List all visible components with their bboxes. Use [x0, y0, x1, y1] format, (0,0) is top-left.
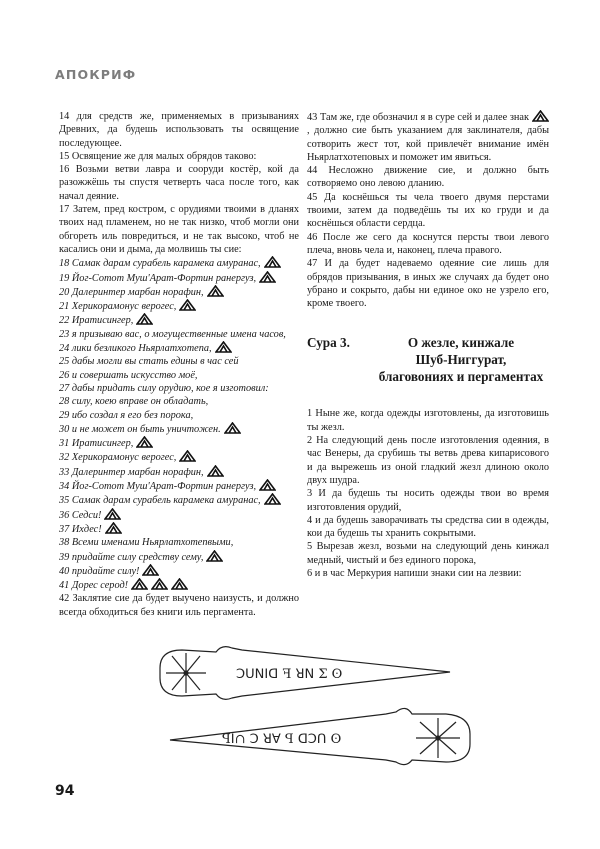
elder-sign-icon: [206, 550, 223, 562]
verse-text: 38 Всеми именами Ньярлатхотепвыми,: [59, 537, 234, 549]
verse-text: 4 и да будешь заворачивать ты средства сии в одежды, кои да будешь ты хранить сокрытыми.: [307, 514, 549, 540]
elder-sign-icon: [264, 256, 281, 268]
verse-text: 19 Йог-Сотот Муш'Арат-Фортин ранергуз,: [59, 272, 257, 284]
verse-text: 6 и в час Меркурия напиши знаки сии на лезвии:: [307, 568, 522, 580]
sigil-star-upper: [166, 653, 206, 693]
verse-text: 18 Самак дарам сурабель карамека амуранас,: [59, 258, 261, 270]
verse-p24: [59, 341, 299, 355]
verse-text: 25 дабы могли вы стать едины в час сей: [59, 356, 239, 368]
verse-p2: [307, 434, 549, 487]
left-column: [59, 110, 299, 619]
verse-p34: [59, 479, 299, 493]
verse-text: 43 Там же, где обозначил я в суре сей и далее знак: [307, 112, 529, 123]
right-column: [307, 110, 549, 580]
elder-sign-icon: [105, 522, 122, 534]
verse-text: 21 Херикорамонус верогес,: [59, 301, 177, 313]
verse-p47: [307, 257, 549, 310]
elder-sign-icon: [104, 508, 121, 520]
blade-lower-inscription: ꟼꓲ∩ ꓛ ꓤꓯ ꟼ ꓷꓛꓵ ʘ: [222, 732, 342, 747]
dagger-sigils-figure: [150, 642, 480, 770]
blade-upper-inscription: ꓛꓴꓠꓲꓷ ꟻ ꓤꓠ Ʃ ʘ: [236, 667, 343, 682]
running-header: АПОКРИФ: [55, 67, 137, 82]
elder-sign-icon: [136, 313, 153, 325]
sura-title-line-2: Шуб-Ниггурат,: [415, 352, 507, 368]
verse-text: 22 Иратисингер,: [59, 315, 134, 327]
verse-text: 45 Да коснёшься ты чела твоего двумя перстами твоими, затем да подведёшь ты их ко груди и да коснёшься области сердца.: [307, 191, 549, 230]
verse-text: 32 Херикорамонус верогес,: [59, 452, 177, 464]
elder-sign-icon: [259, 271, 276, 283]
verse-text: 33 Далеринтер марбан норафин,: [59, 466, 204, 478]
verse-text: 2 На следующий день после изготовления одеяния, в час Венеры, да срубишь ты ветвь древа кипарисового и да вырежешь из оной гладкий жезл длиною около двух шудра.: [307, 435, 549, 486]
verse-text: 15 Освящение же для малых обрядов таково:: [59, 150, 257, 162]
verse-text: 14 для средств же, применяемых в призываниях Древних, да будешь использовать ты освящение последующее.: [59, 111, 299, 149]
verse-p21: [59, 299, 299, 313]
verse-text: 37 Ихдес!: [59, 523, 102, 535]
verse-p37: [59, 522, 299, 536]
elder-sign-icon: [179, 299, 196, 311]
verse-p19: [59, 271, 299, 285]
verse-text: 5 Вырезав жезл, возьми на следующий день кинжал медный, чистый и без единого порока,: [307, 541, 549, 566]
verse-text: 16 Возьми ветви лавра и сооруди костёр, кой да разожжёшь ты спустя четверть часа после того, как начал деяние.: [59, 164, 299, 202]
verse-p46: [307, 231, 549, 258]
verse-text: 23 я призываю вас, о могущественные имена часов,: [59, 328, 286, 340]
verse-text: 39 придайте силу средству сему,: [59, 551, 204, 563]
elder-sign-icon: [264, 493, 281, 505]
verse-text: 36 Седси!: [59, 509, 102, 521]
verse-p1: [307, 407, 549, 434]
verse-text: 47 И да будет надеваемо одеяние сие лишь для обрядов призывания, в иных же случаях да будет оно убрано и сокрыто, дабы ни единое око не узрело его, кроме твоего.: [307, 258, 549, 310]
verse-text: 27 дабы придать силу орудию, кое я изготовил:: [59, 382, 269, 394]
elder-sign-icon: [136, 436, 153, 448]
verse-p23: [59, 328, 299, 341]
verse-p20: [59, 285, 299, 299]
verse-text: 31 Иратисингер,: [59, 438, 134, 450]
verse-text: 26 и совершать искусство моё,: [59, 369, 198, 381]
verse-p41: [59, 578, 299, 592]
verse-p5: [307, 540, 549, 567]
verse-p28: [59, 395, 299, 408]
verse-p31: [59, 436, 299, 450]
elder-sign-icon: [151, 578, 168, 590]
verse-text: 41 Дорес серод!: [59, 580, 129, 592]
verse-p38: [59, 536, 299, 549]
sura-title-line-1: О жезле, кинжале: [407, 335, 515, 351]
verse-p35: [59, 493, 299, 507]
verse-p39: [59, 550, 299, 564]
verse-text: 42 Заклятие сие да будет выучено наизусть, и должно всегда обходиться без книги иль пергамента.: [59, 593, 299, 618]
verse-p43: [307, 110, 549, 164]
verse-p15: [59, 150, 299, 163]
elder-sign-icon: [532, 110, 549, 122]
verse-p40: [59, 564, 299, 578]
verse-p17: [59, 203, 299, 256]
sura-number: Сура 3.: [307, 335, 350, 351]
verse-text: 35 Самак дарам сурабель карамека амуранас,: [59, 495, 261, 507]
verse-text: 40 придайте силу!: [59, 565, 140, 577]
verse-p36: [59, 508, 299, 522]
verse-text: 20 Далеринтер марбан норафин,: [59, 286, 204, 298]
verse-text: 34 Йог-Сотот Муш'Арат-Фортин ранергуз,: [59, 481, 257, 493]
page-number: 94: [55, 783, 75, 799]
sigil-star-lower: [416, 718, 460, 758]
verse-p25: [59, 355, 299, 368]
verse-text: 44 Несложно движение сие, и должно быть сотворяемо оно левою дланию.: [307, 165, 549, 190]
elder-sign-icon: [131, 578, 148, 590]
verse-p42: [59, 592, 299, 619]
verse-p6: [307, 567, 549, 580]
verse-p44: [307, 164, 549, 191]
verse-p33: [59, 465, 299, 479]
right-column-top: [307, 110, 549, 310]
sura-heading: [307, 334, 549, 385]
elder-sign-icon: [215, 341, 232, 353]
verse-p26: [59, 369, 299, 382]
sura-title: [373, 334, 549, 385]
sura-title-line-3: благовониях и пергаментах: [378, 369, 544, 385]
elder-sign-icon: [207, 285, 224, 297]
verse-p29: [59, 409, 299, 422]
verse-p32: [59, 450, 299, 464]
verse-text: 17 Затем, пред костром, с орудиями твоими в дланях твоих над пламенем, но не так низко, чтоб могли они обгореть иль повредиться, и не так высоко, чтоб не касались они и дыма, да молвишь ты сие:: [59, 204, 299, 255]
verse-p22: [59, 313, 299, 327]
verse-text: 46 После же сего да коснутся персты твои левого плеча, вновь чела и, наконец, плеча правого.: [307, 231, 549, 256]
elder-sign-icon: [224, 422, 241, 434]
verse-p18: [59, 256, 299, 270]
elder-sign-icon: [142, 564, 159, 576]
elder-sign-icon: [179, 450, 196, 462]
verse-text: , должно сие быть указанием для заклинателя, дабы сотворить жест тот, кой привлечёт внимание имён Ньярлатхотеповых и поможет им явиться.: [307, 125, 549, 163]
right-column-bottom: [307, 407, 549, 580]
verse-p27: [59, 382, 299, 395]
verse-p4: [307, 514, 549, 541]
verse-text: 3 И да будешь ты носить одежды твои во время изготовления орудий,: [307, 488, 549, 513]
verse-text: 1 Ныне же, когда одежды изготовлены, да изготовишь ты жезл.: [307, 408, 549, 433]
verse-p16: [59, 163, 299, 203]
verse-text: 29 ибо создал я его без порока,: [59, 409, 194, 421]
verse-p3: [307, 487, 549, 514]
elder-sign-icon: [259, 479, 276, 491]
verse-text: 28 силу, коею вправе он обладать,: [59, 396, 209, 408]
verse-text: 30 и не может он быть уничтожен.: [59, 423, 221, 435]
elder-sign-icon: [207, 465, 224, 477]
verse-text: 24 лики безликого Ньярлатхотепа,: [59, 343, 212, 355]
verse-p14: [59, 110, 299, 150]
verse-p45: [307, 191, 549, 231]
verse-p30: [59, 422, 299, 436]
elder-sign-icon: [171, 578, 188, 590]
